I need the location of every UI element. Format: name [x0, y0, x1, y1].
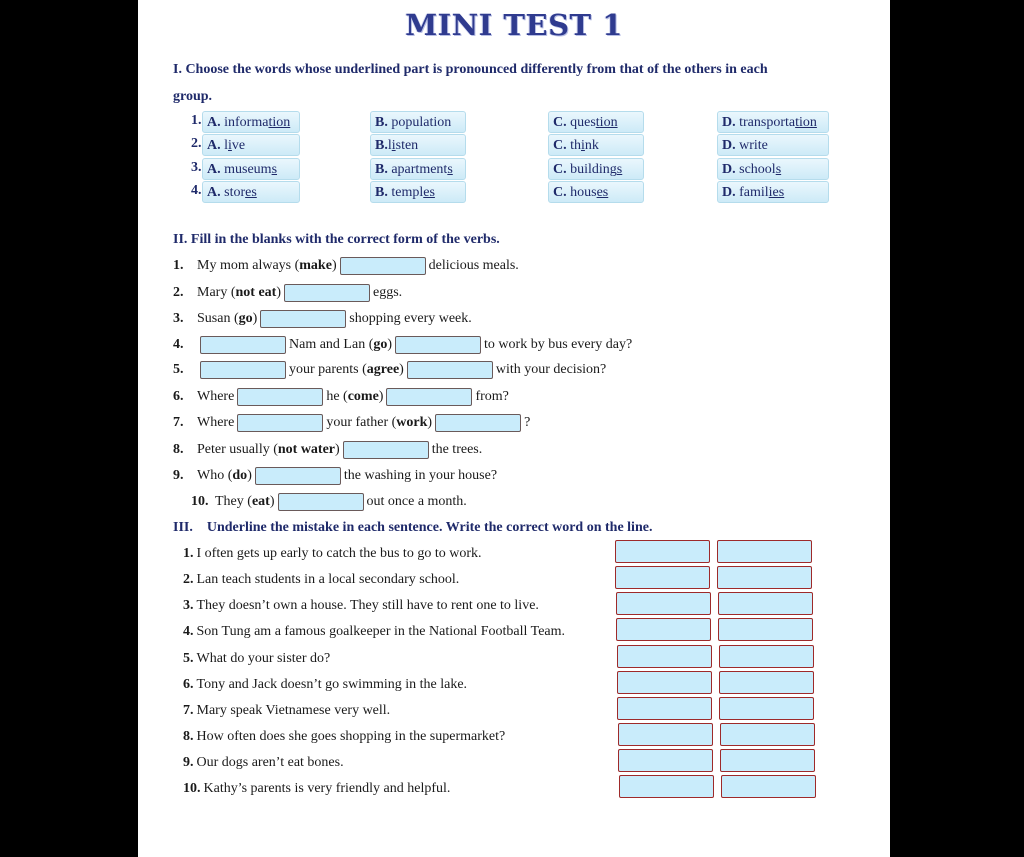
answer-option[interactable] [717, 111, 829, 133]
answer-option[interactable] [202, 134, 300, 156]
question-number: 1. [183, 546, 194, 561]
question-number: 2. [191, 136, 202, 151]
verb-prompt: come [347, 389, 379, 405]
mistake-word-box[interactable] [616, 618, 711, 641]
option-letter: C. [553, 138, 567, 153]
option-text: th [566, 138, 582, 153]
option-text: l [220, 138, 229, 153]
sentence-text: ) [252, 311, 258, 326]
option-text: write [735, 138, 768, 153]
sentence-text: I often gets up early to catch the bus to go to work. [196, 546, 482, 561]
answer-option[interactable] [548, 181, 644, 203]
mistake-word-box[interactable] [617, 671, 712, 694]
option-text: famil [735, 185, 769, 200]
mistake-sentence [183, 727, 505, 747]
correction-box[interactable] [720, 749, 815, 772]
mistake-word-box[interactable] [617, 645, 712, 668]
sentence-text: Mary ( [197, 285, 236, 300]
verb-prompt: agree [366, 362, 400, 378]
correction-box[interactable] [720, 723, 815, 746]
fill-blank-row [173, 466, 497, 486]
question-number: 8. [173, 442, 184, 458]
mistake-sentence [183, 779, 450, 799]
option-letter: B. [375, 138, 388, 153]
mistake-sentence [183, 675, 467, 695]
answer-blank[interactable] [395, 336, 481, 354]
option-text: ve [231, 138, 246, 153]
option-letter: C. [553, 115, 567, 130]
answer-blank[interactable] [407, 361, 493, 379]
mistake-word-box[interactable] [618, 723, 713, 746]
sentence-text: ) [331, 258, 337, 273]
fill-blank-row [173, 256, 519, 276]
answer-blank[interactable] [340, 257, 426, 275]
option-letter: B. [375, 162, 388, 177]
option-underlined-part: i [391, 138, 396, 153]
mistake-word-box[interactable] [616, 592, 711, 615]
verb-prompt: make [299, 258, 332, 274]
correction-box[interactable] [719, 645, 814, 668]
option-underlined-part: tion [268, 115, 291, 130]
option-text: population [387, 115, 452, 130]
sentence-text: ) [427, 415, 433, 430]
option-letter: D. [722, 185, 736, 200]
option-letter: B. [375, 115, 388, 130]
question-number: 2. [173, 285, 184, 301]
sentence-text: ) [387, 337, 393, 352]
option-underlined-part: es [596, 185, 609, 200]
sentence-text: ) [399, 362, 404, 377]
option-letter: C. [553, 185, 567, 200]
verb-prompt: eat [251, 494, 270, 510]
verb-prompt: work [396, 415, 428, 431]
option-underlined-part: s [447, 162, 453, 177]
sentence-text: your father ( [326, 415, 397, 430]
page-title: MINI TEST 1 [405, 8, 623, 42]
answer-blank[interactable] [260, 310, 346, 328]
option-underlined-part: i [228, 138, 232, 153]
option-letter: C. [553, 162, 567, 177]
answer-option[interactable] [717, 181, 829, 203]
option-underlined-part: es [423, 185, 435, 200]
answer-option[interactable] [202, 111, 300, 133]
verb-prompt: go [238, 311, 253, 327]
question-number: 4. [173, 337, 184, 353]
question-number: 4. [191, 183, 202, 198]
correction-box[interactable] [718, 618, 813, 641]
correction-box[interactable] [719, 697, 814, 720]
question-number: 1. [191, 113, 202, 128]
sentence-text: ? [524, 415, 531, 430]
mistake-sentence [183, 649, 330, 669]
answer-option[interactable] [202, 181, 300, 203]
question-number: 6. [183, 677, 194, 692]
answer-blank[interactable] [278, 493, 364, 511]
sentence-text: he ( [326, 389, 348, 404]
sentence-text: the washing in your house? [343, 468, 498, 483]
question-number: 3. [173, 311, 184, 327]
answer-option[interactable] [370, 111, 466, 133]
sentence-text: shopping every week. [349, 311, 472, 326]
section3-heading: III. Underline the mistake in each sentence. Write the correct word on the line. [173, 520, 653, 535]
answer-blank[interactable] [237, 414, 323, 432]
option-underlined-part: i [581, 138, 585, 153]
mistake-sentence [183, 753, 344, 773]
question-number: 10. [183, 781, 201, 796]
question-number: 3. [183, 598, 194, 613]
option-letter: A. [207, 138, 221, 153]
sentence-text: your parents ( [289, 362, 367, 377]
option-text: school [735, 162, 776, 177]
option-text: l [387, 138, 392, 153]
sentence-text: What do your sister do? [196, 651, 331, 666]
correction-box[interactable] [721, 775, 816, 798]
verb-prompt: do [232, 468, 248, 484]
sentence-text: ) [378, 389, 384, 404]
mistake-sentence [183, 596, 539, 616]
option-letter: A. [207, 185, 221, 200]
question-number: 2. [183, 572, 194, 587]
fill-blank-row [173, 360, 606, 380]
mistake-sentence [183, 622, 565, 642]
question-number: 5. [183, 651, 194, 666]
option-text: nk [584, 138, 599, 153]
question-number: 7. [183, 703, 194, 718]
mistake-word-box[interactable] [617, 697, 712, 720]
option-letter: A. [207, 162, 221, 177]
answer-option[interactable] [548, 111, 644, 133]
sentence-text: from? [475, 389, 509, 404]
sentence-text: They ( [215, 494, 252, 509]
fill-blank-row [173, 283, 402, 303]
option-letter: B. [375, 185, 388, 200]
option-underlined-part: ies [768, 185, 785, 200]
section2-heading: II. Fill in the blanks with the correct form of the verbs. [173, 232, 500, 247]
option-text: sten [395, 138, 419, 153]
sentence-text: Tony and Jack doesn’t go swimming in the lake. [196, 677, 468, 692]
answer-option[interactable] [548, 134, 644, 156]
option-underlined-part: s [775, 162, 782, 177]
option-letter: D. [722, 138, 736, 153]
option-letter: A. [207, 115, 221, 130]
sentence-text: eggs. [373, 285, 403, 300]
option-text: templ [387, 185, 424, 200]
option-letter: D. [722, 115, 736, 130]
question-number: 6. [173, 389, 184, 405]
verb-prompt: not water [277, 442, 336, 458]
sentence-text: They doesn’t own a house. They still have to rent one to live. [196, 598, 539, 613]
answer-option[interactable] [202, 158, 300, 180]
option-text: apartment [387, 162, 448, 177]
mistake-sentence [183, 570, 459, 590]
answer-option[interactable] [548, 158, 644, 180]
sentence-text: to work by bus every day? [484, 337, 633, 352]
question-number: 5. [173, 362, 184, 378]
sentence-text: ) [276, 285, 281, 300]
mistake-word-box[interactable] [619, 775, 714, 798]
verb-prompt: go [373, 337, 388, 353]
sentence-text: ) [269, 494, 275, 509]
sentence-text: Where [197, 389, 235, 404]
sentence-text: Our dogs aren’t eat bones. [196, 755, 344, 770]
mistake-word-box[interactable] [618, 749, 713, 772]
answer-option[interactable] [717, 134, 829, 156]
question-number: 3. [191, 160, 202, 175]
mistake-word-box[interactable] [615, 540, 710, 563]
sentence-text: with your decision? [495, 362, 607, 377]
answer-blank[interactable] [284, 284, 370, 302]
option-letter: D. [722, 162, 736, 177]
correction-box[interactable] [717, 566, 812, 589]
sentence-text: Son Tung am a famous goalkeeper in the National Football Team. [196, 624, 566, 639]
fill-blank-row [191, 492, 467, 512]
answer-option[interactable] [717, 158, 829, 180]
mistake-sentence [183, 544, 481, 564]
answer-blank[interactable] [435, 414, 521, 432]
answer-blank[interactable] [237, 388, 323, 406]
sentence-text: ) [335, 442, 340, 457]
answer-option[interactable] [370, 158, 466, 180]
verb-prompt: not eat [235, 285, 277, 301]
fill-blank-row [173, 309, 472, 329]
question-number: 7. [173, 415, 184, 431]
sentence-text: delicious meals. [428, 258, 519, 273]
question-number: 4. [183, 624, 194, 639]
option-underlined-part: tion [595, 115, 618, 130]
sentence-text: ) [247, 468, 252, 483]
section1-heading-line1: I. Choose the words whose underlined part is pronounced differently from that of the others in each [173, 62, 768, 77]
answer-blank[interactable] [255, 467, 341, 485]
question-number: 1. [173, 258, 184, 274]
fill-blank-row [173, 387, 509, 407]
sentence-text: Peter usually ( [197, 442, 278, 457]
sentence-text: Who ( [197, 468, 233, 483]
correction-box[interactable] [718, 592, 813, 615]
option-text: transporta [735, 115, 796, 130]
answer-blank[interactable] [343, 441, 429, 459]
option-underlined-part: tion [795, 115, 817, 130]
correction-box[interactable] [717, 540, 812, 563]
fill-blank-row [173, 440, 482, 460]
question-number: 9. [183, 755, 194, 770]
sentence-text: out once a month. [366, 494, 467, 509]
answer-blank[interactable] [200, 361, 286, 379]
sentence-text: How often does she goes shopping in the supermarket? [196, 729, 506, 744]
worksheet-page [138, 0, 890, 857]
option-text: building [566, 162, 617, 177]
fill-blank-row [173, 413, 530, 433]
mistake-word-box[interactable] [615, 566, 710, 589]
question-number: 10. [191, 494, 209, 510]
section1-heading-line2: group. [173, 89, 213, 104]
correction-box[interactable] [719, 671, 814, 694]
question-number: 9. [173, 468, 184, 484]
sentence-text: the trees. [431, 442, 483, 457]
option-text: museum [220, 162, 272, 177]
sentence-text: Mary speak Vietnamese very well. [196, 703, 391, 718]
answer-blank[interactable] [200, 336, 286, 354]
sentence-text: My mom always ( [197, 258, 300, 273]
option-text: stor [220, 185, 246, 200]
answer-option[interactable] [370, 134, 466, 156]
sentence-text: Kathy’s parents is very friendly and helpful. [203, 781, 451, 796]
option-underlined-part: s [616, 162, 623, 177]
answer-option[interactable] [370, 181, 466, 203]
fill-blank-row [173, 335, 632, 355]
option-text: ques [566, 115, 596, 130]
sentence-text: Susan ( [197, 311, 239, 326]
option-underlined-part: s [271, 162, 278, 177]
sentence-text: Where [197, 415, 235, 430]
option-text: hous [566, 185, 597, 200]
answer-blank[interactable] [386, 388, 472, 406]
sentence-text: Lan teach students in a local secondary school. [196, 572, 460, 587]
question-number: 8. [183, 729, 194, 744]
option-text: informa [220, 115, 269, 130]
mistake-sentence [183, 701, 390, 721]
sentence-text: Nam and Lan ( [289, 337, 374, 352]
option-underlined-part: es [245, 185, 257, 200]
